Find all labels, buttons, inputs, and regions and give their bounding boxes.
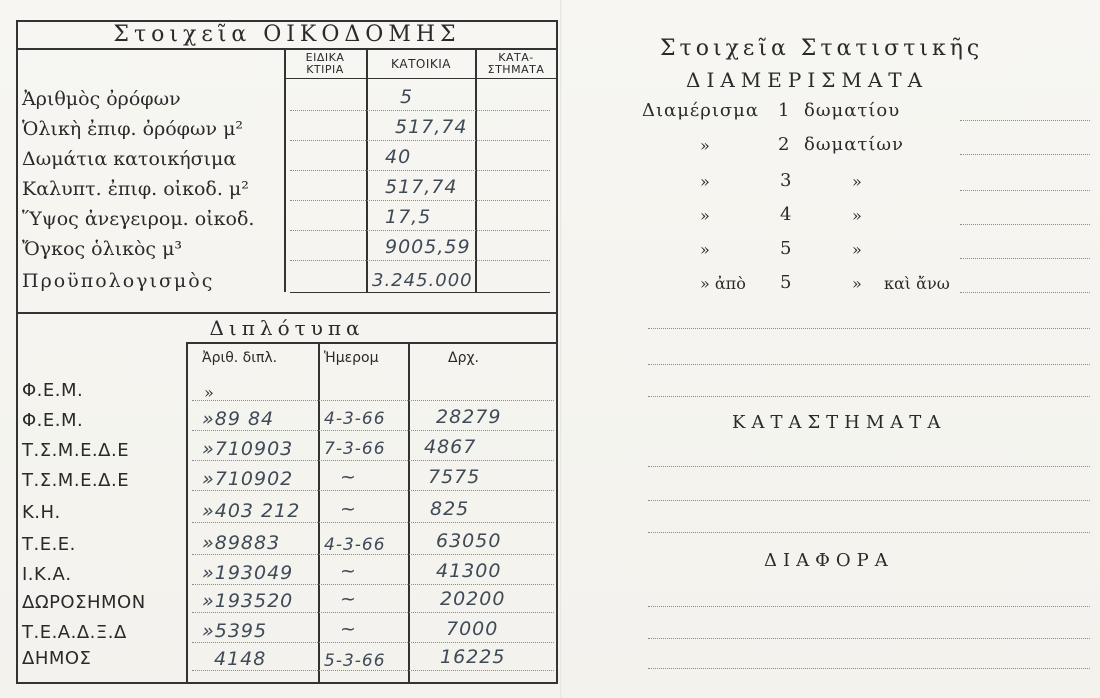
dup-number: »89883 bbox=[202, 532, 281, 554]
dotted-line bbox=[648, 396, 1090, 397]
dotted-line bbox=[648, 500, 1090, 501]
dup-label: ΔΗΜΟΣ bbox=[22, 648, 92, 669]
dup-amount: 7000 bbox=[446, 618, 499, 640]
budget-line bbox=[290, 292, 550, 293]
dotted-line bbox=[960, 190, 1090, 191]
dotted-line bbox=[192, 460, 554, 461]
dup-amount: 4867 bbox=[424, 436, 477, 458]
column-divider bbox=[318, 342, 320, 684]
dup-amount: 20200 bbox=[440, 588, 506, 610]
dotted-line bbox=[960, 154, 1090, 155]
column-header-residence: ΚΑΤΟΙΚΙΑ bbox=[390, 57, 451, 71]
dup-amount: 825 bbox=[430, 498, 470, 520]
apartment-row-suffix: δωματίου bbox=[804, 100, 901, 121]
dup-amount: 63050 bbox=[436, 530, 502, 552]
apartment-row-prefix: » bbox=[700, 136, 710, 155]
dup-label: Τ.Σ.Μ.Ε.Δ.Ε bbox=[22, 440, 130, 461]
dotted-line bbox=[960, 292, 1090, 293]
column-header-number: Ἀριθ. διπλ. bbox=[202, 350, 278, 366]
dup-date: ~ bbox=[340, 466, 357, 488]
divider bbox=[16, 48, 558, 50]
row-label-height: Ὕψος ἀνεγειρομ. οἰκοδ. bbox=[22, 208, 255, 230]
dup-number: »193520 bbox=[202, 590, 294, 612]
header-underline bbox=[284, 78, 558, 79]
dup-date: 5-3-66 bbox=[324, 651, 386, 671]
dup-label: Τ.Σ.Μ.Ε.Δ.Ε bbox=[22, 470, 130, 491]
dotted-line bbox=[192, 642, 554, 643]
dup-date: 7-3-66 bbox=[324, 439, 386, 459]
duplicates-title: Διπλότυπα bbox=[209, 316, 365, 340]
dup-date: ~ bbox=[340, 498, 357, 520]
building-title: Στοιχεῖα ΟΙΚΟΔΟΜΗΣ bbox=[113, 22, 461, 47]
column-divider bbox=[186, 342, 188, 684]
apartment-row-suffix: » bbox=[852, 240, 862, 259]
dup-amount: 28279 bbox=[436, 406, 502, 428]
dotted-line bbox=[648, 532, 1090, 533]
statistics-title: Στοιχεῖα Στατιστικῆς bbox=[660, 36, 984, 61]
dup-label: Ι.Κ.Α. bbox=[22, 564, 72, 585]
dotted-line bbox=[290, 200, 550, 201]
section-divider bbox=[16, 312, 558, 314]
column-header-date: Ἡμερομ bbox=[324, 350, 379, 366]
value-budget: 3.245.000 bbox=[372, 270, 473, 291]
column-header-amount: Δρχ. bbox=[448, 350, 480, 366]
apartment-row-tail: καὶ ἄνω bbox=[884, 274, 950, 293]
dup-amount: 7575 bbox=[428, 466, 481, 488]
dup-date: ~ bbox=[340, 560, 357, 582]
row-label-total-area: Ὁλικὴ ἐπιφ. ὀρόφων μ² bbox=[22, 118, 244, 140]
dotted-line bbox=[192, 400, 554, 401]
apartment-row-num: 3 bbox=[780, 170, 792, 191]
dotted-line bbox=[648, 328, 1090, 329]
dup-number: »193049 bbox=[202, 562, 294, 584]
value-volume: 9005,59 bbox=[385, 236, 471, 258]
apartment-row-prefix: » bbox=[700, 240, 710, 259]
dup-label: Τ.Ε.Α.Δ.Ξ.Δ bbox=[22, 622, 127, 643]
dup-date: 4-3-66 bbox=[324, 535, 386, 555]
dup-date: ~ bbox=[340, 588, 357, 610]
apartment-row-num: 5 bbox=[780, 238, 792, 259]
dotted-line bbox=[192, 490, 554, 491]
dotted-line bbox=[960, 224, 1090, 225]
dotted-line bbox=[192, 522, 554, 523]
apartment-row-suffix: » bbox=[852, 206, 862, 225]
value-covered-area: 517,74 bbox=[385, 176, 458, 198]
column-divider bbox=[408, 342, 410, 684]
dup-label: Κ.Η. bbox=[22, 502, 61, 523]
dotted-line bbox=[648, 364, 1090, 365]
dup-number: »710902 bbox=[202, 468, 294, 490]
apartment-row-suffix: δωματίων bbox=[804, 134, 905, 155]
value-total-area: 517,74 bbox=[395, 116, 468, 138]
dup-label: Φ.Ε.Μ. bbox=[22, 410, 84, 431]
dup-amount: 41300 bbox=[436, 560, 502, 582]
apartment-row-num: 5 bbox=[780, 272, 792, 293]
value-height: 17,5 bbox=[385, 206, 432, 228]
dup-date: 4-3-66 bbox=[324, 409, 386, 429]
dotted-line bbox=[290, 140, 550, 141]
apartment-row-prefix: » bbox=[700, 172, 710, 191]
value-rooms: 40 bbox=[385, 146, 412, 168]
row-label-rooms: Δωμάτια κατοικήσιμα bbox=[22, 148, 237, 170]
apartment-row-num: 1 bbox=[778, 100, 790, 121]
dotted-line bbox=[290, 230, 550, 231]
page-fold bbox=[560, 0, 562, 698]
dup-number: »403 212 bbox=[202, 500, 301, 522]
value-floors: 5 bbox=[400, 86, 414, 108]
dup-number: »710903 bbox=[202, 438, 294, 460]
dotted-line bbox=[648, 668, 1090, 669]
row-label-volume: Ὄγκος ὁλικὸς μ³ bbox=[22, 238, 183, 260]
dotted-line bbox=[192, 430, 554, 431]
dotted-line bbox=[290, 170, 550, 171]
dup-number: 4148 bbox=[214, 648, 267, 670]
apartment-row-num: 4 bbox=[780, 204, 792, 225]
apartment-row-prefix: Διαμέρισμα bbox=[642, 100, 760, 121]
dotted-line bbox=[192, 584, 554, 585]
column-header-special: ΕΙΔΙΚΑ ΚΤΙΡΙΑ bbox=[305, 51, 345, 76]
divider bbox=[186, 342, 558, 344]
dup-date: ~ bbox=[340, 618, 357, 640]
dotted-line bbox=[290, 110, 550, 111]
dup-number: » bbox=[204, 383, 214, 402]
dup-amount: 16225 bbox=[440, 646, 506, 668]
apartments-heading: ΔΙΑΜΕΡΙΣΜΑΤΑ bbox=[686, 68, 929, 92]
dotted-line bbox=[960, 120, 1090, 121]
row-label-budget: Προϋπολογισμὸς bbox=[22, 270, 215, 292]
dup-label: Φ.Ε.Μ. bbox=[22, 380, 84, 401]
row-label-covered-area: Καλυπτ. ἐπιφ. οἰκοδ. μ² bbox=[22, 178, 249, 200]
dup-label: ΔΩΡΟΣΗΜΟΝ bbox=[22, 592, 146, 613]
apartment-row-suffix: » bbox=[852, 274, 862, 293]
dotted-line bbox=[648, 466, 1090, 467]
row-label-floors: Ἀριθμὸς ὀρόφων bbox=[22, 88, 181, 110]
column-header-shops: ΚΑΤΑ-ΣΤΗΜΑΤΑ bbox=[487, 51, 545, 76]
apartment-row-prefix: » bbox=[700, 206, 710, 225]
dotted-line bbox=[648, 638, 1090, 639]
dotted-line bbox=[192, 612, 554, 613]
misc-heading: ΔΙΑΦΟΡΑ bbox=[764, 550, 894, 571]
dup-number: »5395 bbox=[202, 620, 268, 642]
dup-number: »89 84 bbox=[202, 408, 275, 430]
dotted-line bbox=[648, 606, 1090, 607]
dup-label: Τ.Ε.Ε. bbox=[22, 534, 76, 555]
dotted-line bbox=[960, 258, 1090, 259]
apartment-row-num: 2 bbox=[778, 134, 790, 155]
column-divider bbox=[284, 48, 286, 292]
apartment-row-suffix: » bbox=[852, 172, 862, 191]
shops-heading: ΚΑΤΑΣΤΗΜΑΤΑ bbox=[732, 412, 947, 433]
dotted-line bbox=[290, 260, 550, 261]
apartment-row-prefix: » ἀπὸ bbox=[700, 274, 746, 293]
